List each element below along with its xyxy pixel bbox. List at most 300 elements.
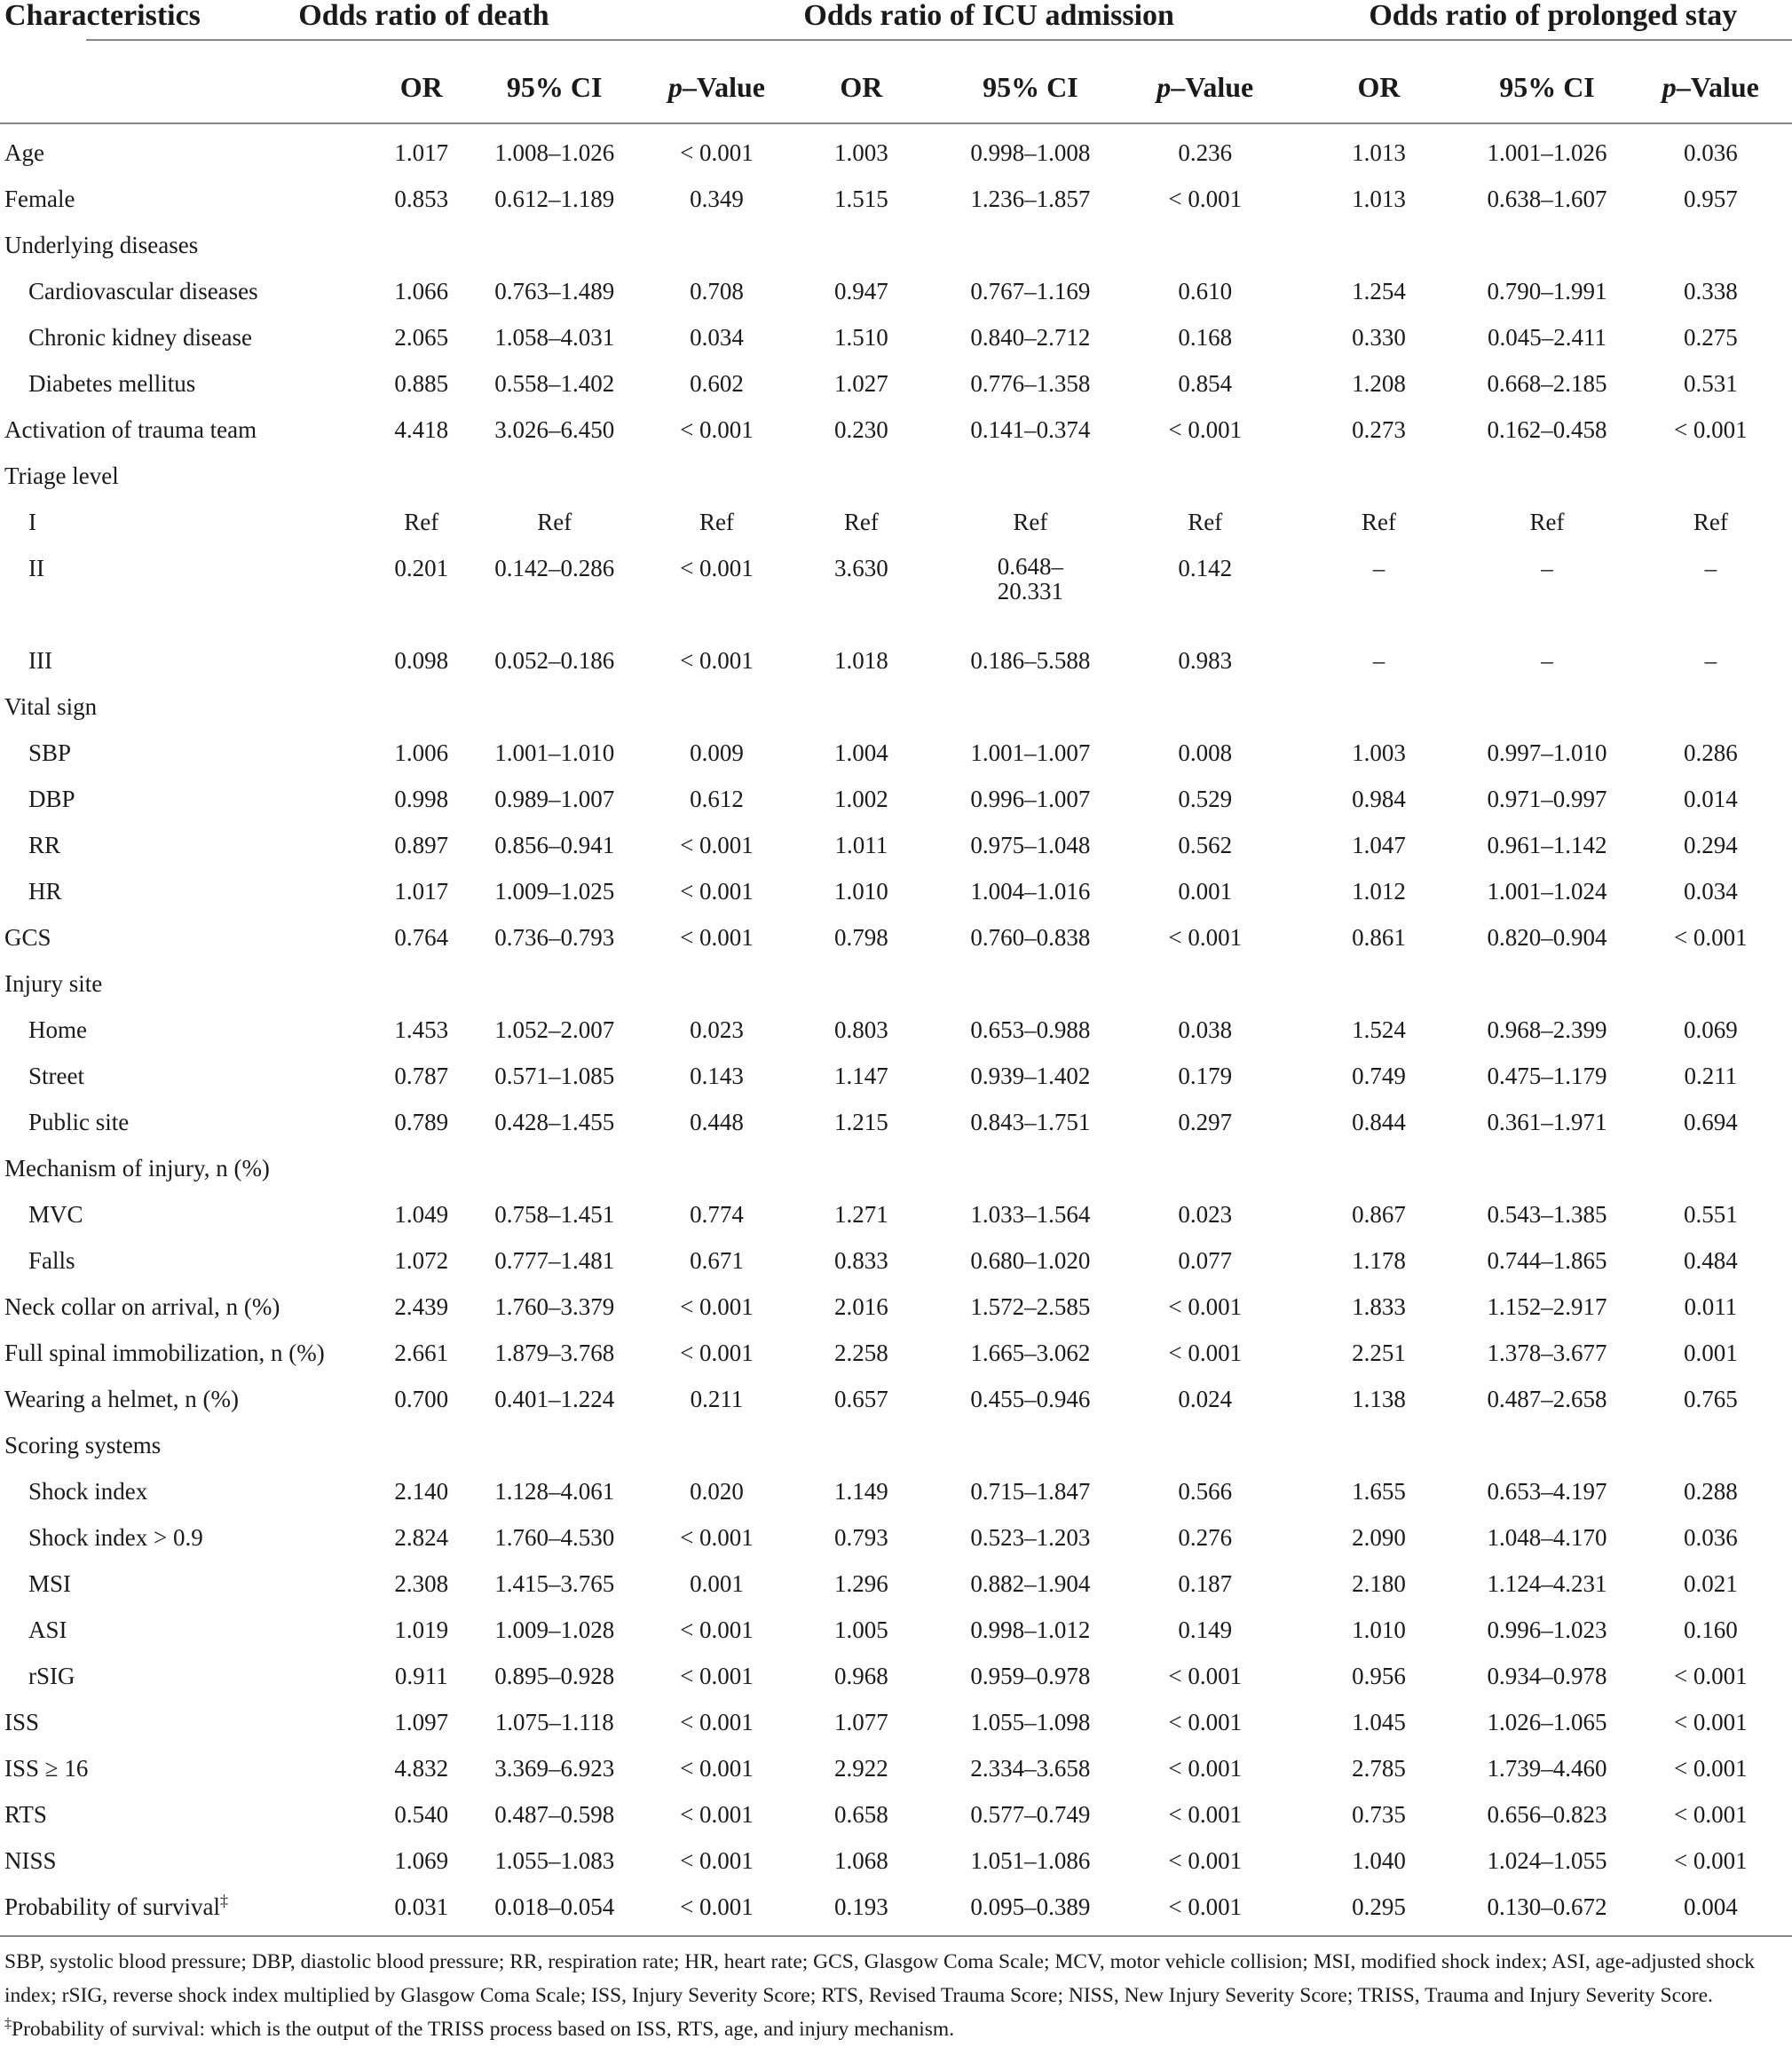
cell-ci: 0.895–0.928 bbox=[494, 1663, 615, 1689]
cell-ci: 1.001–1.007 bbox=[970, 739, 1091, 766]
cell-p-value: 0.077 bbox=[1178, 1247, 1233, 1274]
cell-ci: 0.763–1.489 bbox=[494, 278, 615, 304]
cell-or: 1.018 bbox=[834, 647, 888, 674]
cell-ci: 0.052–0.186 bbox=[494, 647, 615, 674]
cell-ci: 0.186–5.588 bbox=[970, 647, 1091, 674]
footnote-symbol: ‡ bbox=[4, 2016, 12, 2032]
cell-or: 1.047 bbox=[1352, 832, 1406, 858]
row-label: RTS bbox=[4, 1801, 47, 1828]
cell-or: 0.853 bbox=[394, 186, 449, 212]
cell-p-value: 0.034 bbox=[1683, 878, 1738, 905]
cell-p-value: 0.294 bbox=[1683, 832, 1738, 858]
cell-ci: 1.033–1.564 bbox=[970, 1201, 1091, 1228]
cell-p-value: – bbox=[1704, 555, 1717, 581]
cell-ci: 0.744–1.865 bbox=[1487, 1247, 1607, 1274]
cell-ci: 0.018–0.054 bbox=[454, 1884, 654, 1936]
cell-or: 0.540 bbox=[394, 1801, 449, 1828]
cell-p-value: < 0.001 bbox=[1673, 1709, 1748, 1735]
cell-or: 0.273 bbox=[1352, 416, 1406, 443]
cell-p-value: < 0.001 bbox=[1673, 1755, 1748, 1782]
cell-ci: 0.648– 20.331 bbox=[997, 553, 1064, 605]
cell-or bbox=[388, 684, 454, 730]
cell-p-value: 0.038 bbox=[1178, 1016, 1233, 1043]
cell-ci: 1.879–3.768 bbox=[494, 1340, 615, 1366]
cell-ci: 0.882–1.904 bbox=[970, 1570, 1091, 1597]
cell-ci: 0.487–2.658 bbox=[1487, 1386, 1607, 1412]
cell-ci: 0.045–2.411 bbox=[1487, 324, 1606, 351]
cell-or: 3.630 bbox=[834, 555, 888, 581]
sub-header-row bbox=[0, 51, 1792, 123]
table-row bbox=[0, 1284, 1792, 1330]
cell-or: 0.911 bbox=[394, 1663, 448, 1689]
group-header-death: Odds ratio of death bbox=[388, 0, 778, 51]
table-row bbox=[0, 1884, 1792, 1936]
cell-or: Ref bbox=[1361, 509, 1396, 535]
sub-header-ci: 95% CI bbox=[943, 51, 1117, 123]
cell-p-value: 0.023 bbox=[1178, 1201, 1233, 1228]
cell-ci: 0.975–1.048 bbox=[970, 832, 1091, 858]
table-row bbox=[0, 268, 1792, 314]
row-label: NISS bbox=[4, 1847, 57, 1874]
table-row bbox=[0, 453, 1792, 499]
cell-or: 1.215 bbox=[834, 1109, 888, 1135]
cell-or: 0.947 bbox=[834, 278, 888, 304]
cell-ci: 0.939–1.402 bbox=[970, 1063, 1091, 1089]
cell-or: 0.330 bbox=[1352, 324, 1406, 351]
cell-or: 1.003 bbox=[1352, 739, 1406, 766]
cell-p-value: Ref bbox=[1188, 509, 1223, 535]
cell-or: 4.418 bbox=[394, 416, 449, 443]
cell-ci: 0.571–1.085 bbox=[494, 1063, 615, 1089]
cell-ci: 0.361–1.971 bbox=[1487, 1109, 1607, 1135]
cell-or: 0.098 bbox=[394, 647, 449, 674]
cell-ci: 0.653–4.197 bbox=[1487, 1478, 1607, 1505]
row-label: HR bbox=[28, 878, 62, 905]
cell-or: 1.011 bbox=[834, 832, 888, 858]
footnote-text-2: Probability of survival: which is the output of the TRISS process based on ISS, RTS, age, and injury mechanism. bbox=[12, 2018, 955, 2041]
row-label: ASI bbox=[28, 1616, 67, 1643]
cell-p-value: 0.034 bbox=[690, 324, 744, 351]
cell-ci: 0.428–1.455 bbox=[494, 1109, 615, 1135]
cell-p-value: < 0.001 bbox=[680, 647, 754, 674]
cell-ci: 0.612–1.189 bbox=[494, 186, 615, 212]
cell-ci: 0.934–0.978 bbox=[1487, 1663, 1607, 1689]
cell-or: 0.885 bbox=[394, 370, 449, 397]
cell-p-value: < 0.001 bbox=[680, 1293, 754, 1320]
row-label: Age bbox=[4, 139, 44, 166]
cell-ci bbox=[1464, 684, 1629, 730]
cell-ci: 1.024–1.055 bbox=[1487, 1847, 1607, 1874]
cell-p-value: 0.349 bbox=[690, 186, 744, 212]
cell-or bbox=[1293, 1145, 1465, 1191]
cell-ci: 0.577–0.749 bbox=[970, 1801, 1091, 1828]
cell-ci: 1.760–3.379 bbox=[494, 1293, 615, 1320]
cell-ci: 0.760–0.838 bbox=[970, 924, 1091, 951]
cell-p-value bbox=[1630, 960, 1792, 1007]
cell-ci bbox=[454, 453, 654, 499]
cell-or: 1.013 bbox=[1352, 139, 1406, 166]
cell-ci: 0.680–1.020 bbox=[970, 1247, 1091, 1274]
table-row bbox=[0, 730, 1792, 776]
cell-p-value: < 0.001 bbox=[1673, 924, 1748, 951]
sub-header-or: OR bbox=[779, 51, 943, 123]
cell-p-value: 0.484 bbox=[1683, 1247, 1738, 1274]
cell-or: 0.789 bbox=[394, 1109, 449, 1135]
cell-or: 1.005 bbox=[834, 1616, 888, 1643]
sub-header-p-value: p–Value bbox=[1630, 51, 1792, 123]
cell-p-value: 0.142 bbox=[1178, 555, 1233, 581]
cell-p-value: 0.149 bbox=[1178, 1616, 1233, 1643]
cell-or: 1.147 bbox=[834, 1063, 888, 1089]
cell-p-value: < 0.001 bbox=[680, 832, 754, 858]
cell-or: 0.867 bbox=[1352, 1201, 1406, 1228]
cell-ci: Ref bbox=[1529, 509, 1565, 535]
cell-or bbox=[779, 1145, 943, 1191]
cell-or: 2.824 bbox=[394, 1524, 449, 1551]
cell-p-value: 0.014 bbox=[1683, 786, 1738, 812]
cell-ci bbox=[1464, 1422, 1629, 1468]
cell-p-value: 0.562 bbox=[1178, 832, 1233, 858]
cell-p-value: 0.036 bbox=[1683, 1524, 1738, 1551]
cell-ci: 0.095–0.389 bbox=[943, 1884, 1117, 1936]
cell-p-value: < 0.001 bbox=[1168, 1663, 1243, 1689]
cell-or bbox=[388, 453, 454, 499]
cell-ci: 1.055–1.098 bbox=[970, 1709, 1091, 1735]
row-label: Injury site bbox=[4, 970, 103, 997]
cell-p-value: < 0.001 bbox=[1168, 416, 1243, 443]
cell-or: 1.069 bbox=[394, 1847, 449, 1874]
cell-p-value: < 0.001 bbox=[680, 1847, 754, 1874]
cell-p-value: 0.983 bbox=[1178, 647, 1233, 674]
row-label: Neck collar on arrival, n (%) bbox=[4, 1293, 280, 1320]
cell-ci: 0.162–0.458 bbox=[1487, 416, 1607, 443]
cell-ci: 1.001–1.026 bbox=[1487, 139, 1607, 166]
cell-ci: – bbox=[1541, 555, 1553, 581]
cell-p-value: < 0.001 bbox=[1673, 416, 1748, 443]
cell-or: 0.897 bbox=[394, 832, 449, 858]
cell-or: 0.193 bbox=[779, 1884, 943, 1936]
cell-ci: – bbox=[1541, 647, 1553, 674]
cell-or: – bbox=[1372, 647, 1385, 674]
cell-p-value bbox=[1630, 1422, 1792, 1468]
cell-p-value: < 0.001 bbox=[680, 139, 754, 166]
cell-or: – bbox=[1372, 555, 1385, 581]
cell-or: 0.793 bbox=[834, 1524, 888, 1551]
table-row bbox=[0, 868, 1792, 914]
cell-or: 0.968 bbox=[834, 1663, 888, 1689]
cell-p-value: < 0.001 bbox=[1168, 924, 1243, 951]
cell-p-value: < 0.001 bbox=[1168, 1847, 1243, 1874]
cell-p-value: < 0.001 bbox=[680, 1755, 754, 1782]
cell-p-value: Ref bbox=[699, 509, 734, 535]
cell-ci: 0.997–1.010 bbox=[1487, 739, 1607, 766]
cell-or: 0.833 bbox=[834, 1247, 888, 1274]
cell-or: 0.787 bbox=[394, 1063, 449, 1089]
group-header-icu: Odds ratio of ICU admission bbox=[779, 0, 1293, 51]
table-row bbox=[0, 1237, 1792, 1284]
cell-p-value: < 0.001 bbox=[1673, 1801, 1748, 1828]
cell-ci: 1.008–1.026 bbox=[494, 139, 615, 166]
cell-ci: 0.961–1.142 bbox=[1487, 832, 1607, 858]
cell-p-value: < 0.001 bbox=[1168, 186, 1243, 212]
cell-or: 0.798 bbox=[834, 924, 888, 951]
row-label: Shock index bbox=[28, 1478, 148, 1505]
cell-ci bbox=[454, 960, 654, 1007]
sub-header-blank bbox=[0, 51, 388, 123]
row-label: MSI bbox=[28, 1570, 72, 1597]
cell-or: 1.178 bbox=[1352, 1247, 1406, 1274]
cell-p-value bbox=[654, 1145, 779, 1191]
cell-or: 1.013 bbox=[1352, 186, 1406, 212]
cell-p-value bbox=[1630, 453, 1792, 499]
sub-header-or: OR bbox=[1293, 51, 1465, 123]
row-label: Activation of trauma team bbox=[4, 416, 257, 443]
cell-or: 0.700 bbox=[394, 1386, 449, 1412]
cell-or: 0.031 bbox=[388, 1884, 454, 1936]
cell-ci: Ref bbox=[1013, 509, 1048, 535]
row-label: SBP bbox=[28, 739, 72, 766]
cell-ci: 0.998–1.012 bbox=[970, 1616, 1091, 1643]
cell-ci: 1.052–2.007 bbox=[494, 1016, 615, 1043]
cell-ci bbox=[943, 1422, 1117, 1468]
cell-p-value: < 0.001 bbox=[680, 1616, 754, 1643]
cell-or: 1.010 bbox=[834, 878, 888, 905]
cell-ci: 0.767–1.169 bbox=[970, 278, 1091, 304]
cell-p-value: 0.612 bbox=[690, 786, 744, 812]
cell-or: Ref bbox=[843, 509, 879, 535]
cell-p-value: < 0.001 bbox=[1168, 1709, 1243, 1735]
cell-ci: 1.378–3.677 bbox=[1487, 1340, 1607, 1366]
cell-or: 0.230 bbox=[834, 416, 888, 443]
table-row bbox=[0, 1376, 1792, 1422]
row-label: GCS bbox=[4, 924, 51, 951]
cell-p-value: 0.004 bbox=[1630, 1884, 1792, 1936]
row-label: Public site bbox=[28, 1109, 130, 1135]
cell-ci: 1.128–4.061 bbox=[494, 1478, 615, 1505]
cell-ci: 0.996–1.023 bbox=[1487, 1616, 1607, 1643]
cell-ci: 1.075–1.118 bbox=[494, 1709, 614, 1735]
cell-p-value bbox=[654, 1422, 779, 1468]
table-row bbox=[0, 1422, 1792, 1468]
cell-p-value: 0.448 bbox=[690, 1109, 744, 1135]
table-row bbox=[0, 1838, 1792, 1884]
cell-or: 1.655 bbox=[1352, 1478, 1406, 1505]
cell-ci: 0.130–0.672 bbox=[1464, 1884, 1629, 1936]
cell-or: 2.140 bbox=[394, 1478, 449, 1505]
cell-or: 1.524 bbox=[1352, 1016, 1406, 1043]
row-label: Scoring systems bbox=[4, 1432, 162, 1458]
cell-ci: 0.790–1.991 bbox=[1487, 278, 1607, 304]
cell-p-value: 0.008 bbox=[1178, 739, 1233, 766]
cell-p-value: 0.765 bbox=[1683, 1386, 1738, 1412]
cell-p-value: 0.179 bbox=[1178, 1063, 1233, 1089]
table-row bbox=[0, 314, 1792, 360]
cell-or: 2.090 bbox=[1352, 1524, 1406, 1551]
cell-ci: 3.369–6.923 bbox=[494, 1755, 615, 1782]
cell-p-value: 0.011 bbox=[1684, 1293, 1738, 1320]
row-label: Triage level bbox=[4, 462, 119, 489]
cell-ci: 1.001–1.024 bbox=[1487, 878, 1607, 905]
cell-or: 0.956 bbox=[1352, 1663, 1406, 1689]
cell-p-value bbox=[654, 960, 779, 1007]
cell-ci: 0.715–1.847 bbox=[970, 1478, 1091, 1505]
cell-or: 1.254 bbox=[1352, 278, 1406, 304]
cell-ci: 1.009–1.025 bbox=[494, 878, 615, 905]
cell-ci: 0.758–1.451 bbox=[494, 1201, 615, 1228]
cell-p-value: 0.001 bbox=[1178, 878, 1233, 905]
row-label: Vital sign bbox=[4, 693, 98, 720]
cell-p-value: 0.671 bbox=[690, 1247, 744, 1274]
cell-or bbox=[1293, 1422, 1465, 1468]
group-header-row bbox=[0, 0, 1792, 51]
cell-or bbox=[388, 222, 454, 268]
cell-p-value bbox=[654, 453, 779, 499]
cell-p-value: < 0.001 bbox=[1168, 1755, 1243, 1782]
table-row bbox=[0, 960, 1792, 1007]
cell-or bbox=[779, 453, 943, 499]
cell-p-value: 0.001 bbox=[1683, 1340, 1738, 1366]
cell-ci: 0.840–2.712 bbox=[970, 324, 1091, 351]
cell-p-value: 0.236 bbox=[1178, 139, 1233, 166]
cell-or: 1.045 bbox=[1352, 1709, 1406, 1735]
cell-or: 2.922 bbox=[834, 1755, 888, 1782]
cell-or bbox=[779, 222, 943, 268]
cell-p-value: 0.021 bbox=[1683, 1570, 1738, 1597]
cell-ci: 2.334–3.658 bbox=[970, 1755, 1091, 1782]
row-label: DBP bbox=[28, 786, 75, 812]
cell-or: 0.844 bbox=[1352, 1109, 1406, 1135]
cell-p-value: < 0.001 bbox=[680, 1709, 754, 1735]
cell-ci bbox=[943, 1145, 1117, 1191]
row-label: ISS bbox=[4, 1709, 40, 1735]
cell-or: 0.803 bbox=[834, 1016, 888, 1043]
cell-or: 1.027 bbox=[834, 370, 888, 397]
cell-or: 1.002 bbox=[834, 786, 888, 812]
cell-p-value: < 0.001 bbox=[1673, 1663, 1748, 1689]
characteristics-header: Characteristics bbox=[4, 0, 201, 32]
cell-ci bbox=[1464, 960, 1629, 1007]
row-label: Chronic kidney disease bbox=[28, 324, 252, 351]
table-row bbox=[0, 1514, 1792, 1561]
cell-ci: 1.236–1.857 bbox=[970, 186, 1091, 212]
table-row bbox=[0, 123, 1792, 176]
cell-or: 1.833 bbox=[1352, 1293, 1406, 1320]
cell-ci: 0.820–0.904 bbox=[1487, 924, 1607, 951]
cell-p-value: < 0.001 bbox=[1168, 1340, 1243, 1366]
cell-p-value bbox=[654, 222, 779, 268]
cell-or bbox=[779, 684, 943, 730]
cell-ci: 0.401–1.224 bbox=[494, 1386, 615, 1412]
table-row bbox=[0, 1468, 1792, 1514]
group-header-prolonged: Odds ratio of prolonged stay bbox=[1293, 0, 1792, 51]
cell-p-value: 0.143 bbox=[690, 1063, 744, 1089]
cell-ci: 0.523–1.203 bbox=[970, 1524, 1091, 1551]
cell-ci: 0.996–1.007 bbox=[970, 786, 1091, 812]
table-row bbox=[0, 1745, 1792, 1791]
cell-or: 1.138 bbox=[1352, 1386, 1406, 1412]
cell-p-value: 0.211 bbox=[1684, 1063, 1738, 1089]
row-label: III bbox=[28, 647, 52, 674]
cell-ci: 1.152–2.917 bbox=[1487, 1293, 1607, 1320]
cell-ci: 0.736–0.793 bbox=[494, 924, 615, 951]
cell-p-value: 0.001 bbox=[690, 1570, 744, 1597]
row-label: II bbox=[28, 555, 44, 581]
cell-or: 0.749 bbox=[1352, 1063, 1406, 1089]
cell-p-value: < 0.001 bbox=[680, 1524, 754, 1551]
cell-or: 0.657 bbox=[834, 1386, 888, 1412]
cell-ci: 0.475–1.179 bbox=[1487, 1063, 1607, 1089]
cell-or bbox=[1293, 684, 1465, 730]
cell-or: 1.019 bbox=[394, 1616, 449, 1643]
cell-or: 1.017 bbox=[394, 139, 449, 166]
cell-or: 2.251 bbox=[1352, 1340, 1406, 1366]
cell-or bbox=[779, 1422, 943, 1468]
cell-ci: 0.141–0.374 bbox=[970, 416, 1091, 443]
cell-ci: 1.004–1.016 bbox=[970, 878, 1091, 905]
cell-or: 0.998 bbox=[394, 786, 449, 812]
cell-p-value: 0.566 bbox=[1178, 1478, 1233, 1505]
cell-ci bbox=[943, 960, 1117, 1007]
cell-p-value: < 0.001 bbox=[680, 416, 754, 443]
cell-p-value: < 0.001 bbox=[1673, 1847, 1748, 1874]
cell-ci: 1.055–1.083 bbox=[494, 1847, 615, 1874]
cell-or: 1.077 bbox=[834, 1709, 888, 1735]
cell-or: 2.258 bbox=[834, 1340, 888, 1366]
cell-ci: 1.001–1.010 bbox=[494, 739, 615, 766]
cell-ci: 1.739–4.460 bbox=[1487, 1755, 1607, 1782]
cell-or: 0.295 bbox=[1293, 1884, 1465, 1936]
cell-p-value: < 0.001 bbox=[680, 1663, 754, 1689]
cell-p-value: 0.286 bbox=[1683, 739, 1738, 766]
cell-or: 2.180 bbox=[1352, 1570, 1406, 1597]
table-footnote bbox=[4, 1945, 1784, 2046]
cell-p-value: 0.602 bbox=[690, 370, 744, 397]
cell-ci: 1.760–4.530 bbox=[494, 1524, 615, 1551]
cell-p-value: 0.024 bbox=[1178, 1386, 1233, 1412]
cell-p-value: 0.957 bbox=[1683, 186, 1738, 212]
cell-or: 1.017 bbox=[394, 878, 449, 905]
cell-p-value: 0.610 bbox=[1178, 278, 1233, 304]
table-row bbox=[0, 1330, 1792, 1376]
table-row bbox=[0, 1007, 1792, 1053]
cell-p-value: < 0.001 bbox=[680, 878, 754, 905]
row-label: Female bbox=[4, 186, 75, 212]
cell-p-value: 0.551 bbox=[1683, 1201, 1738, 1228]
cell-ci: 0.455–0.946 bbox=[970, 1386, 1091, 1412]
cell-or: 1.066 bbox=[394, 278, 449, 304]
cell-p-value: 0.708 bbox=[690, 278, 744, 304]
cell-or: 2.785 bbox=[1352, 1755, 1406, 1782]
cell-ci: 0.558–1.402 bbox=[494, 370, 615, 397]
cell-or: 1.208 bbox=[1352, 370, 1406, 397]
cell-ci bbox=[943, 222, 1117, 268]
sub-header-ci: 95% CI bbox=[1464, 51, 1629, 123]
row-label: Full spinal immobilization, n (%) bbox=[4, 1340, 325, 1366]
cell-p-value: < 0.001 bbox=[680, 1801, 754, 1828]
cell-or: 0.658 bbox=[834, 1801, 888, 1828]
cell-p-value: 0.023 bbox=[690, 1016, 744, 1043]
table-row bbox=[0, 1607, 1792, 1653]
cell-or bbox=[1293, 222, 1465, 268]
row-label: Street bbox=[28, 1063, 84, 1089]
cell-or: 1.012 bbox=[1352, 878, 1406, 905]
cell-or: 1.003 bbox=[834, 139, 888, 166]
cell-p-value: 0.275 bbox=[1683, 324, 1738, 351]
sub-header-p-value: p–Value bbox=[654, 51, 779, 123]
cell-or: 0.861 bbox=[1352, 924, 1406, 951]
cell-p-value: < 0.001 bbox=[654, 1884, 779, 1936]
row-label: RR bbox=[28, 832, 61, 858]
